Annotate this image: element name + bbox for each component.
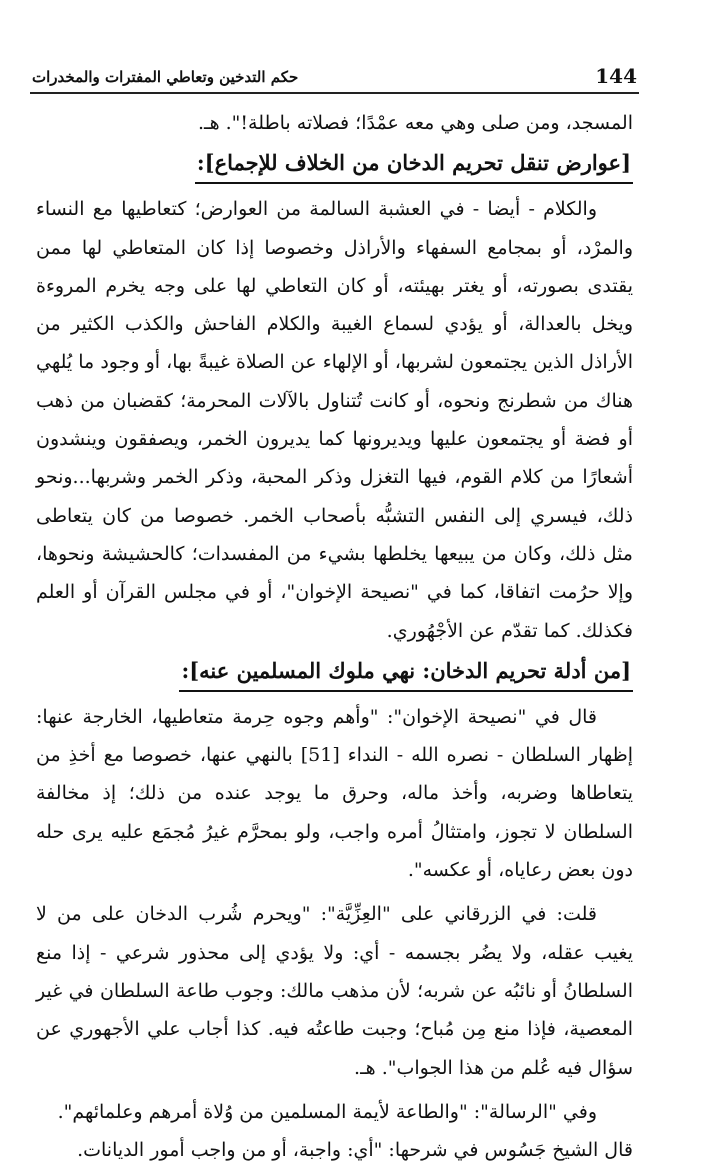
section-heading-1-text: [عوارض تنقل تحريم الدخان من الخلاف للإجماع]: — [195, 146, 633, 184]
page-header — [32, 58, 637, 90]
header-rule — [30, 92, 639, 94]
section-heading-1 — [36, 146, 633, 184]
paragraph-continuation: المسجد، ومن صلى وهي معه عمْدًا؛ فصلاته باطلة!". هـ. — [197, 112, 633, 134]
paragraph-3: قلت: في الزرقاني على "العِزِّيَّة": "ويحرم شُرب الدخان على من لا يغيب عقله، ولا يضُر بجسمه - أي: ولا يؤدي إلى محذور شرعي - إذا منع السلطانُ أو نائبُه عن شربه؛ لأن مذهب مالك: وجوب طاعة السلطان في غير المعصية، فإذا منع مِن مُباح؛ وجبت طاعتُه فيه. كذا أجاب علي الأجهوري عن سؤال فيه عُلم من هذا الجواب". هـ. — [36, 903, 633, 1079]
paragraph-2: قال في "نصيحة الإخوان": "وأهم وجوه حِرمة متعاطيها، الخارجة عنها: إظهار السلطان - نصره الله - النداء [51] بالنهي عنها، خصوصا مع أخذِ من يتعاطاها وضربه، وأخذ ماله، وحرق ما يوجد عنده من ذلك؛ إذ مخالفة السلطان لا تجوز، وامتثالُ أمره واجب، ولو بمحرَّم غيرُ مُجمَع عليه يرى حله دون بعض رعاياه، أو عكسه". — [36, 705, 633, 882]
paragraph-4: وفي "الرسالة": "والطاعة لأيمة المسلمين من وُلاة أمرهم وعلمائهم". — [57, 1100, 597, 1123]
page-number: 144 — [595, 64, 637, 88]
section-heading-2 — [36, 654, 633, 692]
running-title: حكم التدخين وتعاطي المفترات والمخدرات — [32, 68, 299, 86]
page-body — [36, 104, 633, 1169]
paragraph-1: والكلام - أيضا - في العشبة السالمة من العوارض؛ كتعاطيها مع النساء والمرْد، أو بمجامع السفهاء والأراذل وخصوصا إذا كان المتعاطي لها ممن يقتدى بصورته، أو يغتر بهيئته، أو كان التعاطي لها على وجه يخرم المروءة ويخل بالعدالة، أو يؤدي لسماع الغيبة والكلام الفاحش والكذب الكثير من الأراذل الذين يجتمعون لشربها، أو الإلهاء عن الصلاة غيبةً بها، أو وجود ما يُلهي هناك من شطرنج ونحوه، أو كانت تُتناول بالآلات المحرمة؛ كقضبان من ذهب أو فضة أو يجتمعون عليها ويديرونها كما يديرون الخمر، ويصفقون وينشدون أشعارًا من كلام القوم، فيها التغزل وذكر المحبة، وذكر الخمر وشربها...ونحو ذلك، فيسري إلى النفس التشبُّه بأصحاب الخمر. خصوصا من كان يتعاطى مثل ذلك، وكان من يبيعها يخلطها بشيء من المفسدات؛ كالحشيشة ونحوها، وإلا حرُمت اتفاقا، كما في "نصيحة الإخوان"، أو في مجلس القرآن أو العلم فكذلك. كما تقدّم عن الأجْهُوري. — [36, 198, 633, 642]
section-heading-2-text: [من أدلة تحريم الدخان: نهي ملوك المسلمين عنه]: — [179, 654, 633, 692]
paragraph-5: قال الشيخ جَسُوس في شرحها: "أي: واجبة، أو من واجب أمور الديانات. — [77, 1139, 633, 1162]
